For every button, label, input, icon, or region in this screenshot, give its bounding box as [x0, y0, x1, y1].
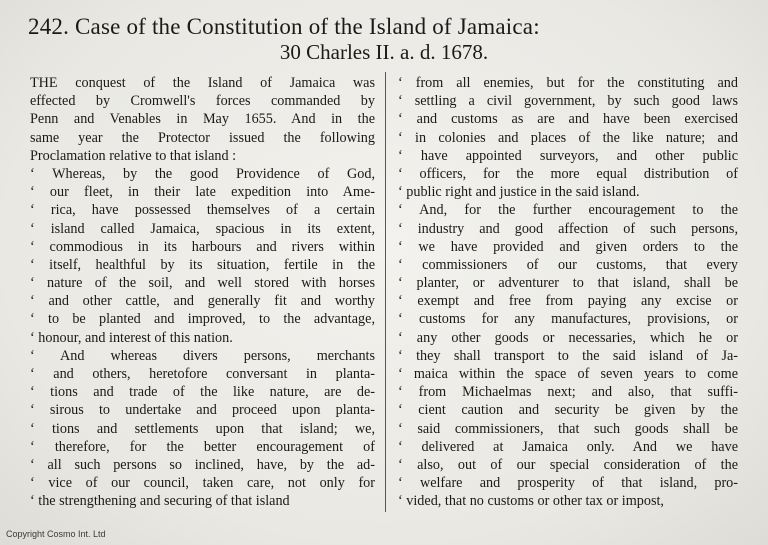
text-line: ‘ and customs as are and have been exercised [398, 111, 738, 128]
article-subtitle: 30 Charles II. a. d. 1678. [279, 40, 489, 64]
text-line: ‘ itself, healthful by its situation, fertile in the [30, 256, 375, 273]
text-line: ‘ and others, heretofore conversant in planta- [30, 366, 375, 382]
text-line: ‘ therefore, for the better encouragement of [30, 438, 375, 455]
text-line: ‘ and other cattle, and generally fit and worthy [30, 293, 375, 310]
text-line: ‘ delivered at Jamaica only. And we have [398, 438, 738, 455]
text-line: ‘ exempt and free from paying any excise or [398, 293, 738, 310]
text-line: ‘ Whereas, by the good Providence of God, [30, 165, 375, 182]
text-line: ‘ commodious in its harbours and rivers within [30, 238, 375, 255]
text-line: ‘ to be planted and improved, to the advantage, [30, 311, 375, 328]
text-line: ‘ welfare and prosperity of that island, pro- [398, 475, 738, 492]
text-line: ‘ public right and justice in the said island. [398, 184, 640, 201]
text-line: ‘ they shall transport to the said island of Ja- [398, 347, 738, 364]
article-title: 242. Case of the Constitution of the Island of Jamaica: [28, 14, 540, 39]
column-divider [385, 72, 386, 512]
text-line: ‘ our fleet, in their late expedition into Ame- [30, 184, 375, 201]
text-line: ‘ settling a civil government, by such good laws [398, 93, 738, 110]
text-line: Proclamation relative to that island : [30, 147, 237, 164]
text-line: ‘ from all enemies, but for the constituting and [398, 75, 738, 91]
text-line: ‘ customs for any manufactures, provisions, or [398, 311, 738, 328]
text-line: ‘ island called Jamaica, spacious in its extent, [30, 220, 375, 237]
text-line: ‘ any other goods or necessaries, which he or [398, 329, 738, 346]
text-line: ‘ cient caution and security be given by the [398, 402, 738, 419]
copyright-watermark: Copyright Cosmo Int. Ltd [6, 529, 106, 539]
text-line: ‘ said commissioners, that such goods shall be [398, 420, 738, 437]
text-line: THE conquest of the Island of Jamaica was [30, 75, 375, 91]
text-line: ‘ in colonies and places of the like nature; and [398, 129, 738, 146]
text-line: ‘ tions and settlements upon that island; we, [30, 420, 375, 437]
text-line: ‘ also, out of our special consideration of the [398, 456, 738, 473]
text-line: ‘ all such persons so inclined, have, by the ad- [30, 456, 375, 473]
text-line: ‘ rica, have possessed themselves of a certain [30, 202, 375, 219]
text-line: ‘ the strengthening and securing of that island [30, 493, 290, 510]
text-line: ‘ commissioners of our customs, that every [398, 256, 738, 273]
text-line: ‘ planter, or adventurer to that island, shall be [398, 275, 738, 292]
text-line: effected by Cromwell's forces commanded by [30, 93, 375, 110]
text-line: ‘ industry and good affection of such persons, [398, 220, 738, 237]
text-line: ‘ tions and trade of the like nature, are de- [30, 384, 375, 401]
text-line: ‘ sirous to undertake and proceed upon planta- [30, 402, 375, 419]
text-line: ‘ we have provided and given orders to the [398, 238, 738, 255]
text-line: Penn and Venables in May 1655. And in the [30, 111, 375, 128]
text-line: ‘ maica within the space of seven years to come [398, 366, 738, 382]
right-column [398, 74, 738, 511]
text-line: ‘ nature of the soil, and well stored with horses [30, 275, 375, 292]
text-line: ‘ And, for the further encouragement to the [398, 202, 738, 219]
text-line: ‘ vice of our council, taken care, not only for [30, 475, 375, 492]
left-column [30, 74, 375, 511]
text-line: ‘ honour, and interest of this nation. [30, 329, 233, 346]
text-line: ‘ And whereas divers persons, merchants [30, 347, 375, 364]
text-line: ‘ from Michaelmas next; and also, that suffi- [398, 384, 738, 401]
text-line: ‘ have appointed surveyors, and other public [398, 147, 738, 164]
text-line: same year the Protector issued the following [30, 129, 375, 146]
text-line: ‘ officers, for the more equal distribution of [398, 165, 738, 182]
text-line: ‘ vided, that no customs or other tax or impost, [398, 493, 664, 510]
